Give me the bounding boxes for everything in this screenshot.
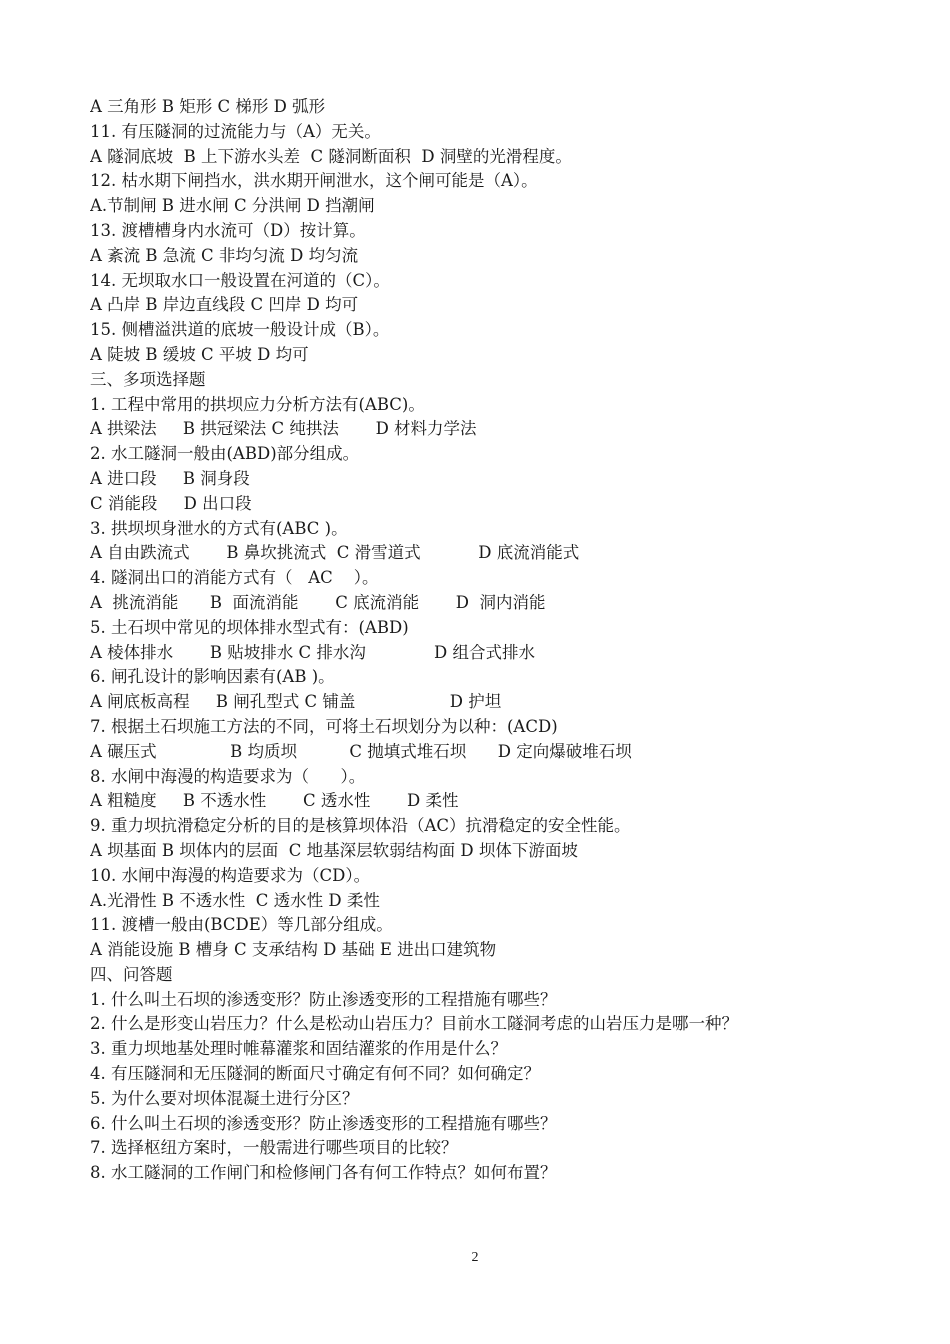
text-line: A 紊流 B 急流 C 非均匀流 D 均匀流 [90, 245, 359, 265]
text-line: 6. 闸孔设计的影响因素有(AB )。 [90, 667, 335, 687]
text-line: A 挑流消能 B 面流消能 C 底流消能 D 洞内消能 [90, 592, 546, 612]
text-line: 11. 渡槽一般由(BCDE）等几部分组成。 [90, 915, 393, 935]
text-line: A 碾压式 B 均质坝 C 抛填式堆石坝 D 定向爆破堆石坝 [90, 741, 632, 761]
text-line: 13. 渡槽槽身内水流可（D）按计算。 [90, 220, 366, 240]
text-line: A 棱体排水 B 贴坡排水 C 排水沟 D 组合式排水 [90, 642, 536, 662]
text-line: A.节制闸 B 进水闸 C 分洪闸 D 挡潮闸 [90, 196, 375, 216]
text-line: 12. 枯水期下闸挡水，洪水期开闸泄水，这个闸可能是（A）。 [90, 171, 538, 191]
text-line: 5. 土石坝中常见的坝体排水型式有：(ABD) [90, 617, 409, 637]
page-number: 2 [471, 1250, 479, 1265]
text-line: 15. 侧槽溢洪道的底坡一般设计成（B）。 [90, 320, 390, 340]
text-line: 1. 什么叫土石坝的渗透变形？防止渗透变形的工程措施有哪些？ [90, 989, 557, 1009]
text-line: 10. 水闸中海漫的构造要求为（CD）。 [90, 865, 371, 885]
text-line: A 消能设施 B 槽身 C 支承结构 D 基础 E 进出口建筑物 [90, 940, 497, 960]
text-line: 11. 有压隧洞的过流能力与（A）无关。 [90, 121, 381, 141]
text-line: 2. 水工隧洞一般由(ABD)部分组成。 [90, 444, 360, 464]
text-line: 4. 隧洞出口的消能方式有（ AC ）。 [90, 568, 379, 588]
text-line: 6. 什么叫土石坝的渗透变形？防止渗透变形的工程措施有哪些？ [90, 1113, 557, 1133]
text-line: 8. 水工隧洞的工作闸门和检修闸门各有何工作特点？如何布置？ [90, 1163, 557, 1183]
text-line: C 消能段 D 出口段 [90, 493, 252, 513]
text-line: 8. 水闸中海漫的构造要求为（ ）。 [90, 766, 366, 786]
text-line: 1. 工程中常用的拱坝应力分析方法有(ABC)。 [90, 394, 425, 414]
text-line: A 粗糙度 B 不透水性 C 透水性 D 柔性 [90, 791, 459, 811]
text-line: A 坝基面 B 坝体内的层面 C 地基深层软弱结构面 D 坝体下游面坡 [90, 840, 578, 860]
text-line: 2. 什么是形变山岩压力？什么是松动山岩压力？目前水工隧洞考虑的山岩压力是哪一种？ [90, 1014, 738, 1034]
text-line: A 凸岸 B 岸边直线段 C 凹岸 D 均可 [90, 295, 359, 315]
text-line: 3. 重力坝地基处理时帷幕灌浆和固结灌浆的作用是什么？ [90, 1039, 507, 1059]
text-line: 4. 有压隧洞和无压隧洞的断面尺寸确定有何不同？如何确定？ [90, 1064, 540, 1084]
text-line: 3. 拱坝坝身泄水的方式有(ABC )。 [90, 518, 348, 538]
text-body [90, 95, 880, 1186]
text-line: 14. 无坝取水口一般设置在河道的（C）。 [90, 270, 390, 290]
text-line: 5. 为什么要对坝体混凝土进行分区？ [90, 1088, 359, 1108]
section-heading: 四、问答题 [90, 964, 173, 984]
text-line: A 三角形 B 矩形 C 梯形 D 弧形 [90, 97, 326, 116]
text-line: A 闸底板高程 B 闸孔型式 C 铺盖 D 护坦 [90, 692, 502, 712]
text-line: A 陡坡 B 缓坡 C 平坡 D 均可 [90, 344, 309, 364]
section-heading: 三、多项选择题 [90, 369, 206, 389]
text-line: A 进口段 B 洞身段 [90, 468, 250, 488]
text-line: A 拱梁法 B 拱冠梁法 C 纯拱法 D 材料力学法 [90, 419, 477, 439]
text-line: A 自由跌流式 B 鼻坎挑流式 C 滑雪道式 D 底流消能式 [90, 543, 580, 563]
text-line: A 隧洞底坡 B 上下游水头差 C 隧洞断面积 D 洞壁的光滑程度。 [90, 146, 572, 166]
text-line: A.光滑性 B 不透水性 C 透水性 D 柔性 [90, 890, 380, 910]
text-line: 7. 选择枢纽方案时，一般需进行哪些项目的比较？ [90, 1138, 458, 1158]
text-line: 9. 重力坝抗滑稳定分析的目的是核算坝体沿（AC）抗滑稳定的安全性能。 [90, 816, 631, 836]
text-line: 7. 根据土石坝施工方法的不同，可将土石坝划分为以种：(ACD) [90, 716, 558, 736]
